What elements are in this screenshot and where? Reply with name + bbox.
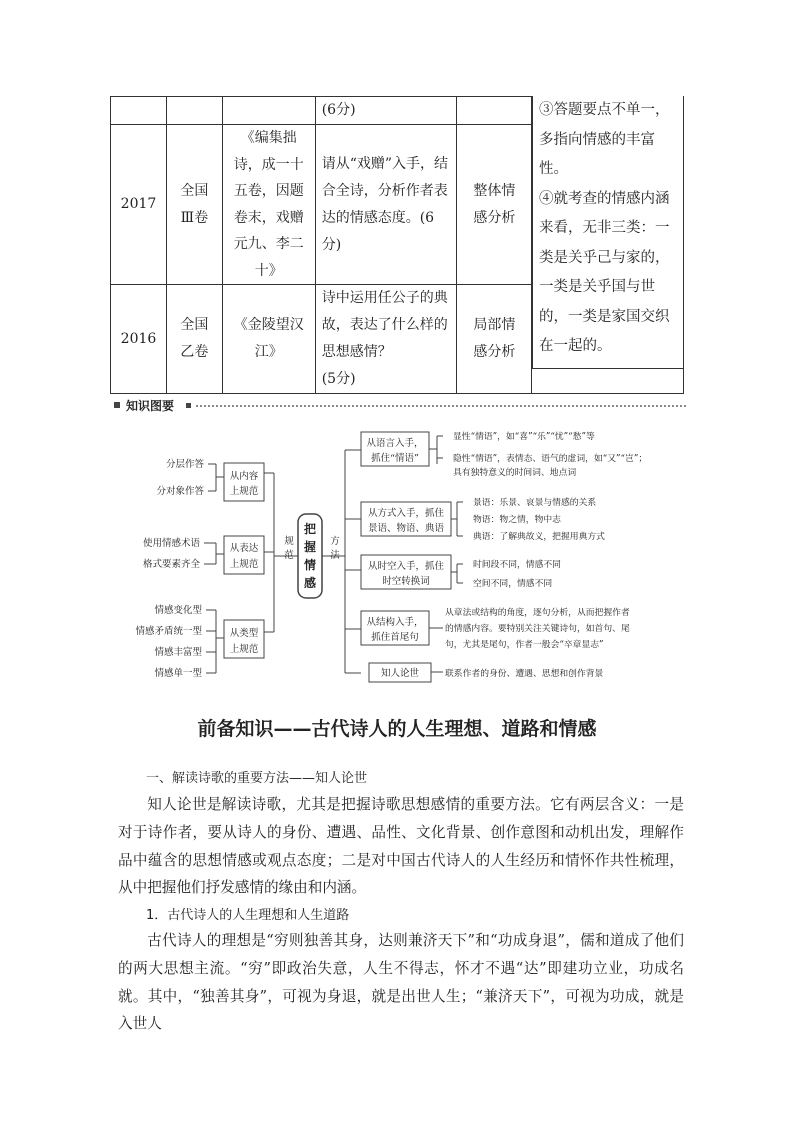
question-cell: (6分) (315, 97, 457, 125)
svg-text:上规范: 上规范 (229, 644, 259, 655)
svg-text:使用情感术语: 使用情感术语 (142, 538, 200, 549)
center-label (303, 521, 316, 590)
right-branch-label: 方法 (330, 536, 340, 561)
left-group-expression (143, 537, 259, 570)
svg-text:物语：物之情，物中志: 物语：物之情，物中志 (473, 515, 561, 525)
svg-text:从内容: 从内容 (229, 471, 259, 482)
year-cell: 2016 (111, 285, 167, 394)
svg-text:分对象作答: 分对象作答 (156, 486, 204, 497)
region-cell (166, 97, 222, 125)
right-group-language (366, 430, 647, 478)
svg-text:时间段不同，情感不同: 时间段不同，情感不同 (473, 560, 561, 570)
knowledge-mindmap (100, 418, 690, 690)
type-cell: 局部情 感分析 (457, 285, 532, 394)
paragraph-ideals: 古代诗人的理想是“穷则独善其身，达则兼济天下”和“功成身退”，儒和道成了他们的两大思想主流。“穷”即政治失意，人生不得志，怀才不遇“达”即建功立业，功成名就。其中，“独善其身”，可视为身退，就是出世人生；“兼济天下”，可视为功成，就是入世人 (118, 932, 684, 1033)
subheading-ideals: 1．古代诗人的人生理想和人生道路 (146, 908, 350, 923)
svg-text:隐性“情语”，表情态、语气的虚词，如“又”“岂”；: 隐性“情语”，表情态、语气的虚词，如“又”“岂”； (453, 454, 648, 464)
right-group-method (368, 496, 605, 542)
svg-text:具有独特意义的时间词、地点词: 具有独特意义的时间词、地点词 (453, 468, 577, 478)
svg-text:分层作答: 分层作答 (165, 459, 204, 470)
poem-cell: 《金陵望汉江》 (222, 285, 315, 394)
year-cell (111, 97, 167, 125)
type-cell: 整体情 感分析 (457, 125, 532, 285)
svg-text:情感矛盾统一型: 情感矛盾统一型 (135, 626, 202, 637)
svg-text:情: 情 (303, 558, 317, 572)
right-group-spacetime (368, 558, 561, 589)
svg-text:从时空入手，抓住: 从时空入手，抓住 (367, 561, 445, 572)
svg-text:的情感内容。要特别关注关键诗句，如首句、尾: 的情感内容。要特别关注关键诗句，如首句、尾 (445, 624, 630, 634)
right-group-context (381, 667, 604, 679)
svg-text:抓住首尾句: 抓住首尾句 (371, 632, 419, 643)
svg-text:抓住“情语”: 抓住“情语” (371, 453, 419, 464)
notes-cell: ③答题要点不单一，多指向情感的丰富性。 ④就考查的情感内涵来看，无非三类：一类是关乎己与家的，一类是关乎国与世的，一类是家国交织在一起的。 (532, 96, 684, 369)
region-cell: 全国 Ⅲ卷 (166, 125, 222, 285)
left-group-content (156, 458, 258, 497)
poem-cell (222, 97, 315, 125)
svg-text:景语：乐景、哀景与情感的关系: 景语：乐景、哀景与情感的关系 (473, 498, 597, 508)
svg-text:显性“情语”，如“喜”“乐”“忧”“愁”等: 显性“情语”，如“喜”“乐”“忧”“愁”等 (453, 432, 595, 442)
right-group-structure (366, 606, 629, 650)
svg-text:知人论世: 知人论世 (380, 668, 420, 679)
dotted-divider (196, 405, 686, 407)
svg-text:从表达: 从表达 (229, 543, 259, 554)
section-header (114, 396, 684, 416)
svg-text:句，尤其是尾句，作者一般会“卒章显志”: 句，尤其是尾句，作者一般会“卒章显志” (445, 640, 604, 650)
type-cell (457, 97, 532, 125)
svg-text:情感单一型: 情感单一型 (154, 668, 202, 679)
svg-text:从章法或结构的角度，逐句分析，从而把握作者: 从章法或结构的角度，逐句分析，从而把握作者 (445, 608, 630, 618)
svg-text:把: 把 (303, 522, 317, 536)
svg-text:空间不同，情感不同: 空间不同，情感不同 (473, 579, 553, 589)
left-branch-label: 规范 (284, 536, 294, 561)
svg-text:从类型: 从类型 (229, 628, 259, 639)
svg-text:情感变化型: 情感变化型 (154, 605, 202, 616)
subheading-method: 一、解读诗歌的重要方法——知人论世 (146, 771, 368, 786)
year-cell: 2017 (111, 125, 167, 285)
square-icon (114, 402, 120, 408)
svg-text:时空转换词: 时空转换词 (382, 576, 430, 587)
svg-text:从结构入手，: 从结构入手， (366, 617, 424, 628)
page-heading: 前备知识——古代诗人的人生理想、道路和情感 (197, 718, 597, 740)
region-cell: 全国 乙卷 (166, 285, 222, 394)
paragraph-intro: 知人论世是解读诗歌，尤其是把握诗歌思想感情的重要方法。它有两层含义：一是对于诗作者，要从诗人的身份、遭遇、品性、文化背景、创作意图和动机出发，理解作品中蕴含的思想情感或观点态度；二是对中国古代诗人的人生经历和情怀作共性梳理，从中把握他们抒发感情的缘由和内涵。 (118, 796, 684, 897)
svg-text:联系作者的身份、遭遇、思想和创作背景: 联系作者的身份、遭遇、思想和创作背景 (445, 669, 604, 679)
section-title: 知识图要 (126, 399, 175, 413)
poem-cell: 《编集拙诗，成一十五卷，因题卷末，戏赠元九、李二十》 (222, 125, 315, 285)
left-group-type (135, 604, 258, 679)
svg-text:感: 感 (303, 576, 317, 590)
svg-text:景语、物语、典语: 景语、物语、典语 (367, 523, 445, 534)
svg-text:从语言入手，: 从语言入手， (366, 438, 424, 449)
svg-text:上规范: 上规范 (229, 486, 259, 497)
svg-text:握: 握 (303, 540, 317, 554)
question-cell: 请从“戏赠”入手，结合全诗，分析作者表达的情感态度。(6分) (315, 125, 457, 285)
svg-text:典语：了解典故义，把握用典方式: 典语：了解典故义，把握用典方式 (473, 532, 605, 542)
svg-text:格式要素齐全: 格式要素齐全 (142, 559, 200, 570)
svg-text:上规范: 上规范 (229, 559, 259, 570)
svg-text:从方式入手，抓住: 从方式入手，抓住 (367, 508, 445, 519)
square-icon (186, 403, 191, 408)
svg-text:情感丰富型: 情感丰富型 (154, 647, 202, 658)
question-cell: 诗中运用任公子的典故，表达了什么样的思想感情？ (5分) (315, 285, 457, 394)
